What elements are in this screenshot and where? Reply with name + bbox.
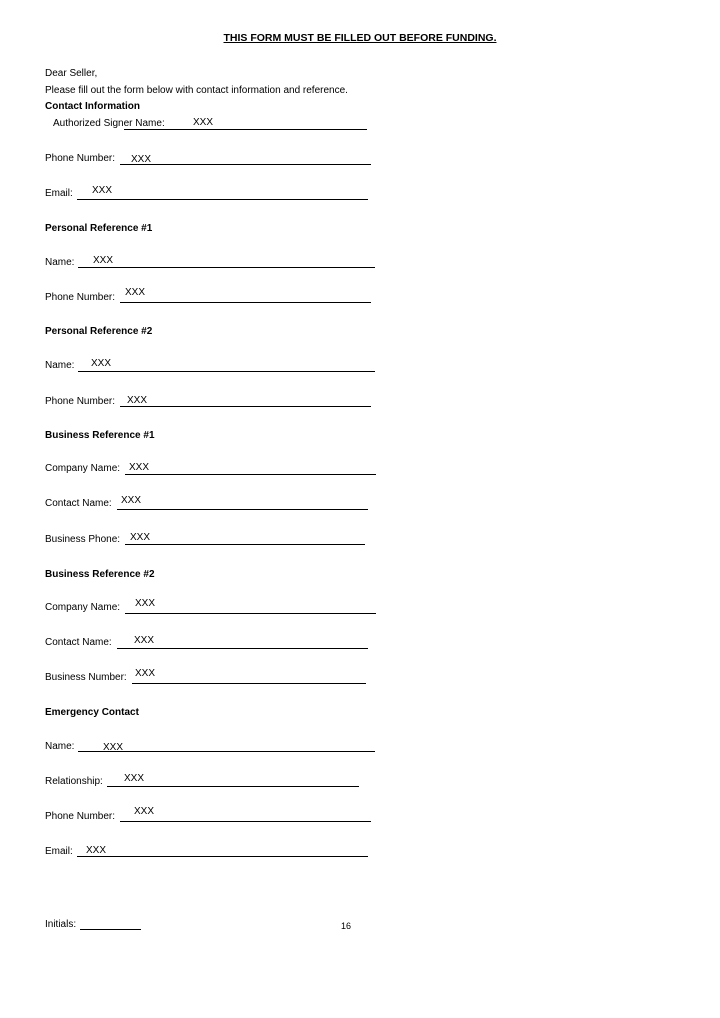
contact-phone-field[interactable]: XXX <box>131 154 152 165</box>
personal-ref-1-heading: Personal Reference #1 <box>45 223 153 234</box>
br2-contact-field[interactable]: XXX <box>134 635 155 646</box>
instructions: Please fill out the form below with contact information and reference. <box>45 85 348 96</box>
ec-phone-line <box>120 821 371 822</box>
contact-heading: Contact Information <box>45 101 140 112</box>
ec-relationship-field[interactable]: XXX <box>124 773 145 784</box>
page-number: 16 <box>341 921 352 931</box>
pr1-name-line <box>78 267 375 268</box>
ec-phone-field[interactable]: XXX <box>134 806 155 817</box>
initials-label: Initials: <box>45 919 77 930</box>
pr1-phone-line <box>120 302 371 303</box>
br1-company-line <box>125 474 376 475</box>
pr1-phone-field[interactable]: XXX <box>125 287 146 298</box>
personal-ref-2-heading: Personal Reference #2 <box>45 326 153 337</box>
pr2-name-line <box>78 371 375 372</box>
br1-phone-line <box>125 544 365 545</box>
signer-label: Authorized Signer Name: <box>53 118 165 129</box>
business-ref-1-heading: Business Reference #1 <box>45 430 155 441</box>
br2-number-line <box>132 683 366 684</box>
emergency-heading: Emergency Contact <box>45 707 139 718</box>
pr2-phone-line <box>120 406 371 407</box>
pr2-phone-label: Phone Number: <box>45 396 116 407</box>
pr2-phone-field[interactable]: XXX <box>127 395 148 406</box>
br1-contact-field[interactable]: XXX <box>121 495 142 506</box>
br1-company-field[interactable]: XXX <box>129 462 150 473</box>
pr1-name-label: Name: <box>45 257 75 268</box>
ec-name-field[interactable]: XXX <box>103 742 124 753</box>
pr2-name-field[interactable]: XXX <box>91 358 112 369</box>
ec-relationship-label: Relationship: <box>45 776 103 787</box>
pr1-phone-label: Phone Number: <box>45 292 116 303</box>
pr2-name-label: Name: <box>45 360 75 371</box>
br2-company-line <box>125 613 376 614</box>
br2-company-label: Company Name: <box>45 602 121 613</box>
br2-number-field[interactable]: XXX <box>135 668 156 679</box>
br1-contact-label: Contact Name: <box>45 498 112 509</box>
contact-email-label: Email: <box>45 188 73 199</box>
business-ref-2-heading: Business Reference #2 <box>45 569 155 580</box>
br1-phone-label: Business Phone: <box>45 534 121 545</box>
br1-phone-field[interactable]: XXX <box>130 532 151 543</box>
form-title: THIS FORM MUST BE FILLED OUT BEFORE FUNDING. <box>223 32 497 44</box>
ec-email-line <box>77 856 368 857</box>
greeting: Dear Seller, <box>45 68 98 79</box>
ec-name-label: Name: <box>45 741 75 752</box>
contact-email-line <box>77 199 368 200</box>
initials-field[interactable] <box>80 929 141 930</box>
contact-email-field[interactable]: XXX <box>92 185 113 196</box>
br1-contact-line <box>117 509 368 510</box>
ec-phone-label: Phone Number: <box>45 811 116 822</box>
br2-contact-line <box>117 648 368 649</box>
contact-phone-line <box>120 164 371 165</box>
ec-relationship-line <box>107 786 359 787</box>
br2-number-label: Business Number: <box>45 672 127 683</box>
pr1-name-field[interactable]: XXX <box>93 255 114 266</box>
contact-phone-label: Phone Number: <box>45 153 116 164</box>
signer-line <box>124 129 367 130</box>
ec-email-field[interactable]: XXX <box>86 845 107 856</box>
br1-company-label: Company Name: <box>45 463 121 474</box>
br2-contact-label: Contact Name: <box>45 637 112 648</box>
br2-company-field[interactable]: XXX <box>135 598 156 609</box>
signer-field[interactable]: XXX <box>193 117 214 128</box>
ec-email-label: Email: <box>45 846 73 857</box>
